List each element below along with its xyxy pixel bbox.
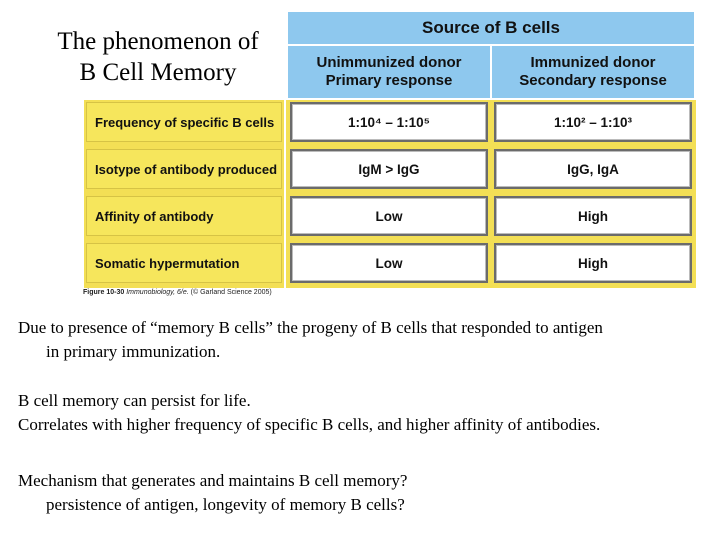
source-of-b-cells-header: Source of B cells [288,12,694,44]
caption-book: Immunobiology, 6/e. [126,289,189,296]
paragraph-mechanism [18,469,407,517]
paragraph-1-line-1: Due to presence of “memory B cells” the progeny of B cells that responded to antigen [18,318,603,337]
unimmunized-donor-header [288,46,490,98]
cell-isotype-secondary: IgG, IgA [494,149,692,189]
caption-figure-number: Figure 10-30 [83,289,125,296]
row-label-hypermutation: Somatic hypermutation [86,243,282,283]
primary-response-label: Primary response [325,72,453,89]
paragraph-2-line-2: Correlates with higher frequency of specific B cells, and higher affinity of antibodies. [18,415,601,434]
row-label-isotype: Isotype of antibody produced [86,149,282,189]
row-label-affinity: Affinity of antibody [86,196,282,236]
cell-affinity-primary: Low [290,196,488,236]
paragraph-2-line-1: B cell memory can persist for life. [18,391,251,410]
immunized-donor-label: Immunized donor [530,54,656,71]
figure-caption [83,289,272,296]
cell-isotype-primary: IgM > IgG [290,149,488,189]
cell-frequency-primary: 1:10⁴ – 1:10⁵ [290,102,488,142]
paragraph-persistence [18,389,600,437]
paragraph-3-line-1: Mechanism that generates and maintains B cell memory? [18,471,408,490]
cell-hypermutation-primary: Low [290,243,488,283]
immunized-donor-header [492,46,694,98]
row-label-frequency: Frequency of specific B cells [86,102,282,142]
cell-hypermutation-secondary: High [494,243,692,283]
paragraph-1-line-2: in primary immunization. [46,342,221,361]
caption-credit: (© Garland Science 2005) [190,289,272,296]
title-line-1: The phenomenon of [57,28,259,55]
paragraph-3-line-2: persistence of antigen, longevity of memory B cells? [46,495,405,514]
cell-frequency-secondary: 1:10² – 1:10³ [494,102,692,142]
secondary-response-label: Secondary response [519,72,667,89]
cell-affinity-secondary: High [494,196,692,236]
title-line-2: B Cell Memory [79,59,237,86]
unimmunized-donor-label: Unimmunized donor [316,54,462,71]
paragraph-memory-cells [18,316,603,364]
